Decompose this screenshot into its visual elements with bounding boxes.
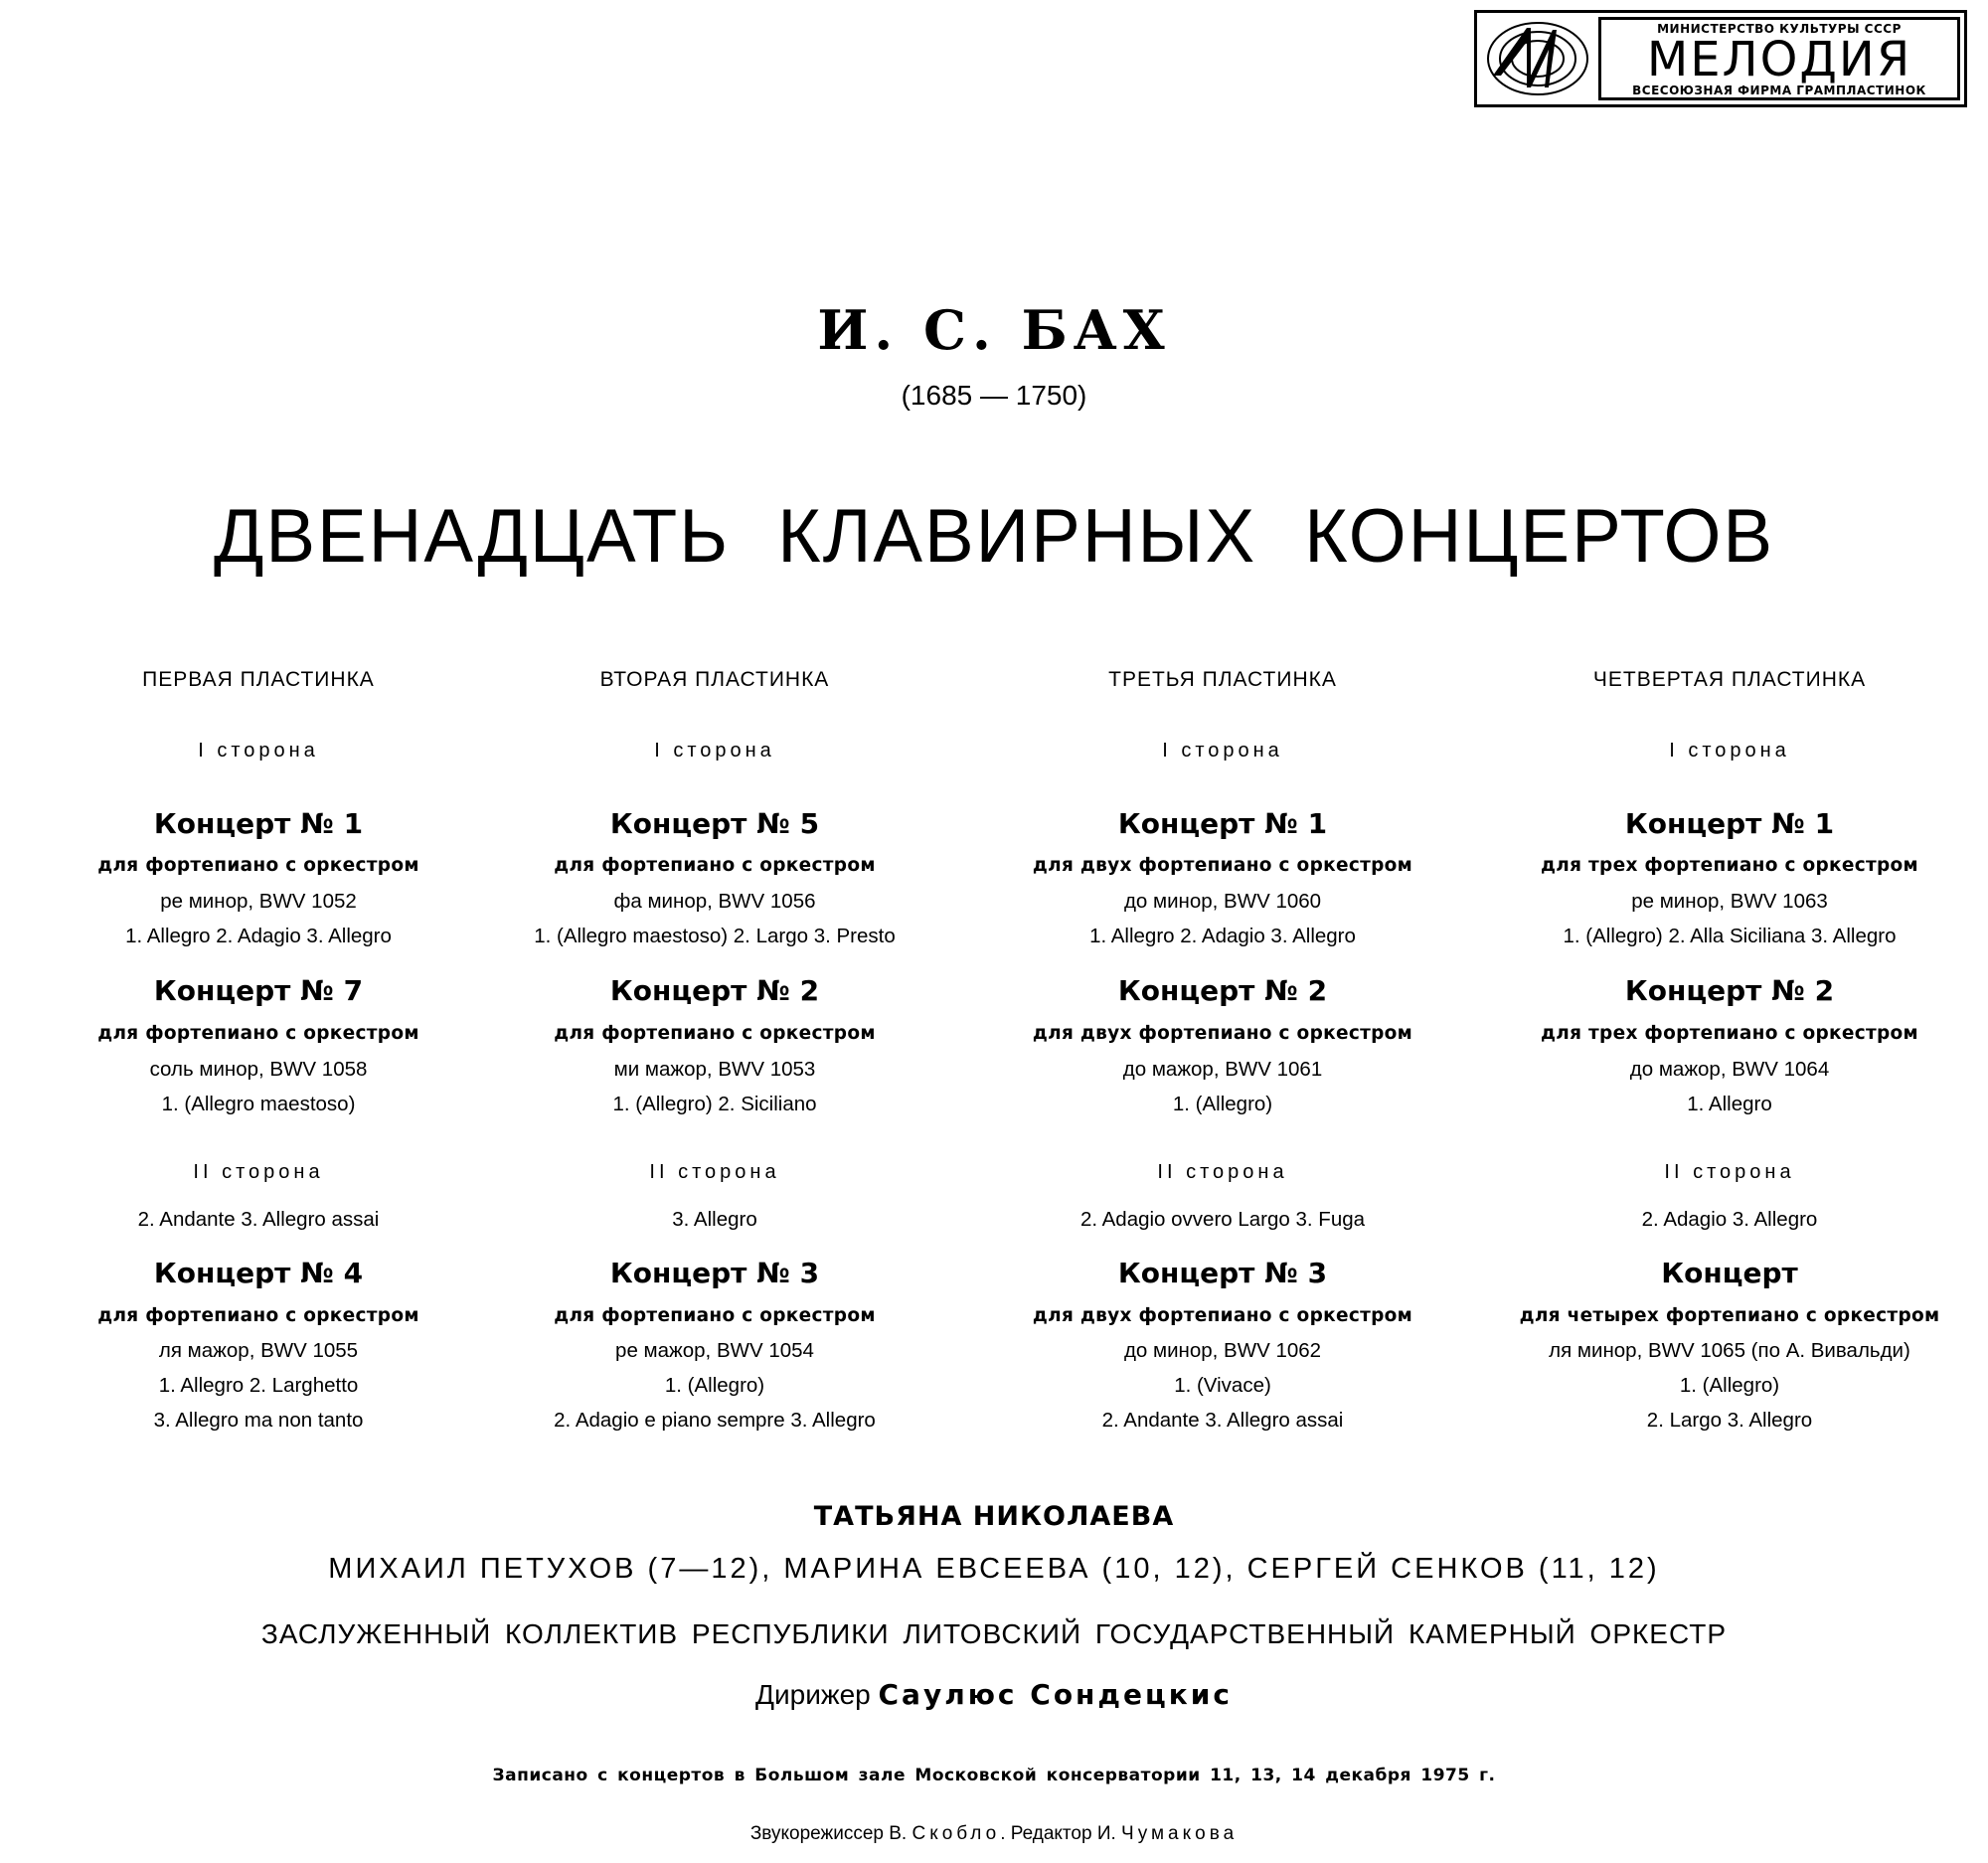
side-label: II сторона — [193, 1161, 324, 1183]
concerto-key: ми мажор, BWV 1053 — [613, 1058, 816, 1081]
side-continuation: 2. Andante 3. Allegro assai — [137, 1208, 380, 1231]
concerto-movements: 2. Adagio e piano sempre 3. Allegro — [554, 1409, 876, 1432]
concerto-instrumentation: для фортепиано с оркестром — [554, 1305, 876, 1326]
engineer-label: Звукорежиссер В. — [749, 1823, 908, 1844]
concerto-instrumentation: для трех фортепиано с оркестром — [1541, 1023, 1918, 1044]
conductor-credit — [0, 1678, 1988, 1711]
side-label: II сторона — [649, 1161, 780, 1183]
concerto-title: Концерт № 2 — [609, 974, 820, 1007]
concerto-instrumentation: для фортепиано с оркестром — [97, 1305, 419, 1326]
record-title: ПЕРВАЯ ПЛАСТИНКА — [142, 668, 375, 691]
concerto-movements: 1. (Allegro) 2. Alla Siciliana 3. Allegro — [1563, 925, 1897, 947]
side-label: I сторона — [1669, 740, 1790, 762]
concerto-movements: 1. (Allegro) — [1679, 1374, 1780, 1397]
concerto-movements: 1. (Vivace) — [1174, 1374, 1271, 1397]
concerto-title: Концерт № 1 — [1117, 807, 1328, 840]
editor-name: Чумакова — [1121, 1823, 1239, 1844]
main-soloist: ТАТЬЯНА НИКОЛАЕВА — [813, 1501, 1175, 1532]
logo-brand-text: МЕЛОДИЯ — [1646, 32, 1912, 87]
concerto-movements: 1. Allegro — [1687, 1093, 1772, 1115]
concerto-title: Концерт — [1661, 1257, 1798, 1289]
editor-label: . Редактор И. — [1000, 1823, 1116, 1844]
engineer-credit — [0, 1823, 1988, 1845]
logo-ministry-text: МИНИСТЕРСТВО КУЛЬТУРЫ СССР — [1657, 22, 1902, 36]
concerto-key: соль минор, BWV 1058 — [149, 1058, 368, 1081]
concerto-key: до минор, BWV 1060 — [1123, 890, 1322, 913]
concerto-title: Концерт № 4 — [153, 1257, 364, 1289]
concerto-instrumentation: для двух фортепиано с оркестром — [1032, 855, 1413, 876]
concerto-movements: 1. (Allegro maestoso) — [161, 1093, 356, 1115]
side-label: II сторона — [1157, 1161, 1288, 1183]
concerto-key: до мажор, BWV 1061 — [1122, 1058, 1323, 1081]
concerto-instrumentation: для двух фортепиано с оркестром — [1032, 1305, 1413, 1326]
concerto-instrumentation: для фортепиано с оркестром — [554, 1023, 876, 1044]
concerto-movements: 2. Largo 3. Allegro — [1646, 1409, 1813, 1432]
concerto-instrumentation: для фортепиано с оркестром — [554, 855, 876, 876]
concerto-movements: 1. (Allegro) — [664, 1374, 765, 1397]
concerto-instrumentation: для трех фортепиано с оркестром — [1541, 855, 1918, 876]
concerto-title: Концерт № 1 — [1624, 807, 1835, 840]
concerto-movements: 1. (Allegro maestoso) 2. Largo 3. Presto — [534, 925, 896, 947]
concerto-title: Концерт № 2 — [1117, 974, 1328, 1007]
record-title: ВТОРАЯ ПЛАСТИНКА — [599, 668, 830, 691]
concerto-title: Концерт № 3 — [609, 1257, 820, 1289]
logo-company-text: ВСЕСОЮЗНАЯ ФИРМА ГРАМПЛАСТИНОК — [1632, 84, 1926, 97]
concerto-title: Концерт № 7 — [153, 974, 364, 1007]
side-continuation: 2. Adagio ovvero Largo 3. Fuga — [1079, 1208, 1366, 1231]
engineer-name: Скобло — [911, 1823, 1001, 1844]
concerto-key: ре минор, BWV 1052 — [160, 890, 357, 913]
concerto-movements: 1. Allegro 2. Adagio 3. Allegro — [1089, 925, 1356, 947]
concerto-instrumentation: для фортепиано с оркестром — [97, 1023, 419, 1044]
side-label: II сторона — [1664, 1161, 1795, 1183]
concerto-key: ля минор, BWV 1065 (по А. Вивальди) — [1549, 1339, 1910, 1362]
concerto-key: фа минор, BWV 1056 — [613, 890, 816, 913]
concerto-key: до мажор, BWV 1064 — [1629, 1058, 1830, 1081]
concerto-instrumentation: для двух фортепиано с оркестром — [1032, 1023, 1413, 1044]
concerto-movements: 1. (Allegro) — [1172, 1093, 1273, 1115]
recording-info: Записано с концертов в Большом зале Московской консерватории 11, 13, 14 декабря 1975 г. — [492, 1766, 1496, 1785]
conductor-label: Дирижер — [755, 1679, 871, 1710]
record-title: ТРЕТЬЯ ПЛАСТИНКА — [1108, 668, 1337, 691]
concerto-title: Концерт № 5 — [609, 807, 820, 840]
concerto-movements: 1. (Allegro) 2. Siciliano — [612, 1093, 817, 1115]
concerto-instrumentation: для четырех фортепиано с оркестром — [1519, 1305, 1940, 1326]
record-title: ЧЕТВЕРТАЯ ПЛАСТИНКА — [1592, 668, 1867, 691]
side-continuation: 3. Allegro — [672, 1208, 757, 1231]
concerto-title: Концерт № 3 — [1117, 1257, 1328, 1289]
concerto-movements: 3. Allegro ma non tanto — [153, 1409, 364, 1432]
concerto-key: ре мажор, BWV 1054 — [615, 1339, 814, 1362]
additional-soloists: МИХАИЛ ПЕТУХОВ (7—12), МАРИНА ЕВСЕЕВА (10, 12), СЕРГЕЙ СЕНКОВ (11, 12) — [328, 1553, 1660, 1585]
composer-name: И. С. БАХ — [817, 298, 1171, 362]
side-label: I сторона — [198, 740, 319, 762]
concerto-movements: 2. Andante 3. Allegro assai — [1101, 1409, 1344, 1432]
conductor-name: Саулюс Сондецкис — [878, 1678, 1233, 1711]
concerto-movements: 1. Allegro 2. Larghetto — [158, 1374, 359, 1397]
composer-years: (1685 — 1750) — [901, 380, 1087, 411]
side-label: I сторона — [1162, 740, 1283, 762]
side-continuation: 2. Adagio 3. Allegro — [1641, 1208, 1818, 1231]
concerto-title: Концерт № 2 — [1624, 974, 1835, 1007]
concerto-key: ля мажор, BWV 1055 — [158, 1339, 359, 1362]
concerto-movements: 1. Allegro 2. Adagio 3. Allegro — [125, 925, 392, 947]
orchestra-name: ЗАСЛУЖЕННЫЙ КОЛЛЕКТИВ РЕСПУБЛИКИ ЛИТОВСКИЙ ГОСУДАРСТВЕННЫЙ КАМЕРНЫЙ ОРКЕСТР — [260, 1618, 1728, 1649]
concerto-instrumentation: для фортепиано с оркестром — [97, 855, 419, 876]
concerto-key: до минор, BWV 1062 — [1123, 1339, 1322, 1362]
side-label: I сторона — [654, 740, 775, 762]
album-title: ДВЕНАДЦАТЬ КЛАВИРНЫХ КОНЦЕРТОВ — [213, 494, 1775, 579]
concerto-key: ре минор, BWV 1063 — [1631, 890, 1828, 913]
concerto-title: Концерт № 1 — [153, 807, 364, 840]
